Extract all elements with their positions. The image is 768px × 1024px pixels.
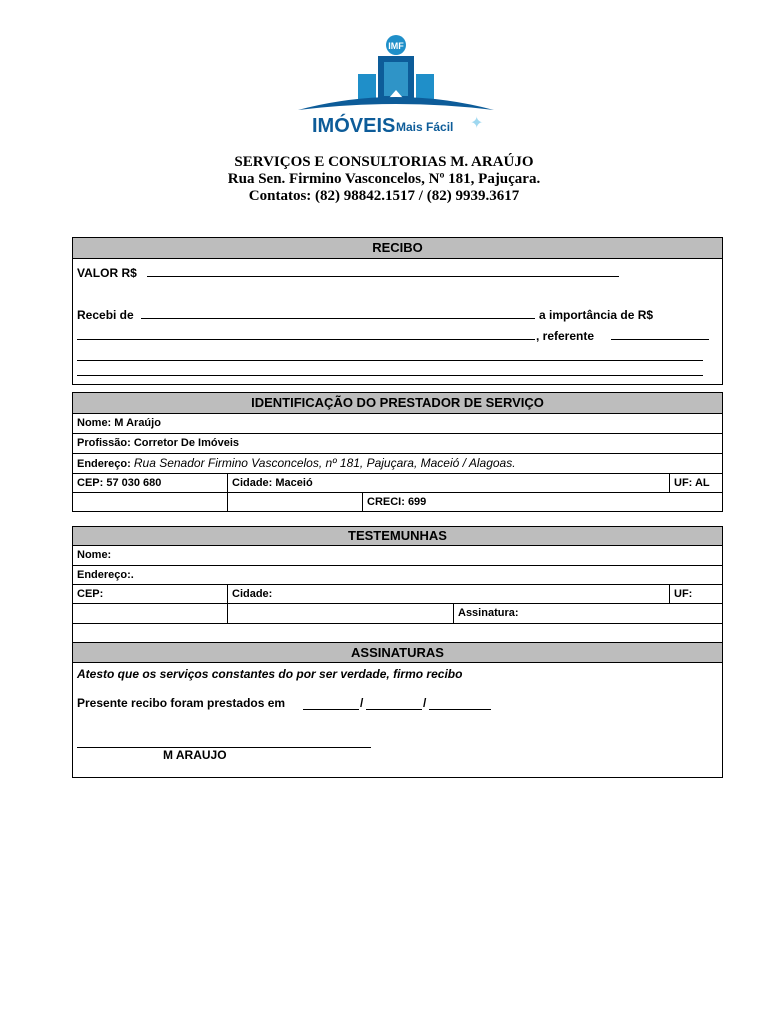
testemunha-uf[interactable]: UF:: [669, 585, 722, 603]
prestador-section: [72, 392, 723, 512]
testemunha-endereco[interactable]: Endereço:.: [73, 566, 722, 585]
presente-text: Presente recibo foram prestados em: [77, 696, 286, 710]
testemunhas-title: TESTEMUNHAS: [73, 527, 722, 546]
recebi-label: Recebi de: [77, 308, 134, 322]
endereco-value: Rua Senador Firmino Vasconcelos, nº 181, Pajuçara, Maceió / Alagoas.: [133, 456, 516, 470]
valor-label: VALOR R$: [77, 266, 137, 280]
importancia-field[interactable]: [77, 339, 535, 340]
testemunha-nome[interactable]: Nome:: [73, 546, 722, 566]
assinaturas-title: ASSINATURAS: [73, 643, 722, 663]
date-slash-1: /: [360, 696, 364, 710]
endereco-label: Endereço:: [77, 458, 131, 470]
recibo-section: [72, 237, 723, 385]
prestador-cidade: Cidade: Maceió: [227, 474, 669, 492]
prestador-title: IDENTIFICAÇÃO DO PRESTADOR DE SERVIÇO: [73, 393, 722, 414]
prestador-creci-row: [73, 493, 722, 512]
logo-name-small: Mais Fácil: [396, 120, 454, 134]
prestador-cep-row: [73, 474, 722, 493]
prestador-blank-cell: [73, 493, 227, 512]
valor-field[interactable]: [147, 276, 619, 277]
referente-line-3[interactable]: [77, 375, 703, 376]
testemunha-cidade[interactable]: Cidade:: [227, 585, 669, 603]
prestador-creci: CRECI: 699: [362, 493, 722, 512]
logo-swoosh: [298, 97, 494, 110]
prestador-profissao: Profissão: Corretor De Imóveis: [73, 434, 722, 454]
testemunha-blank-cell: [73, 604, 227, 623]
testemunha-blank-cell-2: [227, 604, 453, 623]
signer-name: M ARAUJO: [163, 748, 227, 762]
prestador-endereco: [73, 454, 722, 474]
assinaturas-section: [72, 642, 723, 778]
testemunha-cep-row: [73, 585, 722, 604]
recibo-title: RECIBO: [73, 238, 722, 259]
logo-name-big: IMÓVEIS: [312, 115, 396, 137]
testemunha-cep[interactable]: CEP:: [77, 588, 104, 600]
testemunhas-section: [72, 526, 723, 643]
referente-label: , referente: [536, 329, 595, 343]
testemunha-assinatura[interactable]: Assinatura:: [453, 604, 722, 623]
date-year-field[interactable]: [429, 709, 491, 710]
logo-badge-text: IMF: [388, 41, 404, 51]
testemunha-assinatura-row: [73, 604, 722, 624]
recebi-field[interactable]: [141, 318, 535, 319]
prestador-blank-cell-2: [227, 493, 362, 512]
prestador-uf: UF: AL: [669, 474, 722, 492]
referente-field[interactable]: [611, 339, 709, 340]
date-month-field[interactable]: [366, 709, 422, 710]
importancia-label: a importância de R$: [539, 308, 654, 322]
company-logo: [296, 34, 496, 138]
prestador-nome: Nome: M Araújo: [73, 414, 722, 434]
atesto-text: Atesto que os serviços constantes do por ser verdade, firmo recibo: [77, 667, 463, 681]
company-contacts: Contatos: (82) 98842.1517 / (82) 9939.3617: [248, 188, 520, 204]
date-day-field[interactable]: [303, 709, 359, 710]
company-address: Rua Sen. Firmino Vasconcelos, Nº 181, Pajuçara.: [227, 171, 541, 187]
prestador-cep: CEP: 57 030 680: [77, 477, 162, 489]
company-name: SERVIÇOS E CONSULTORIAS M. ARAÚJO: [234, 154, 534, 170]
referente-line-2[interactable]: [77, 360, 703, 361]
logo-star-icon: ✦: [470, 115, 484, 132]
date-slash-2: /: [423, 696, 427, 710]
